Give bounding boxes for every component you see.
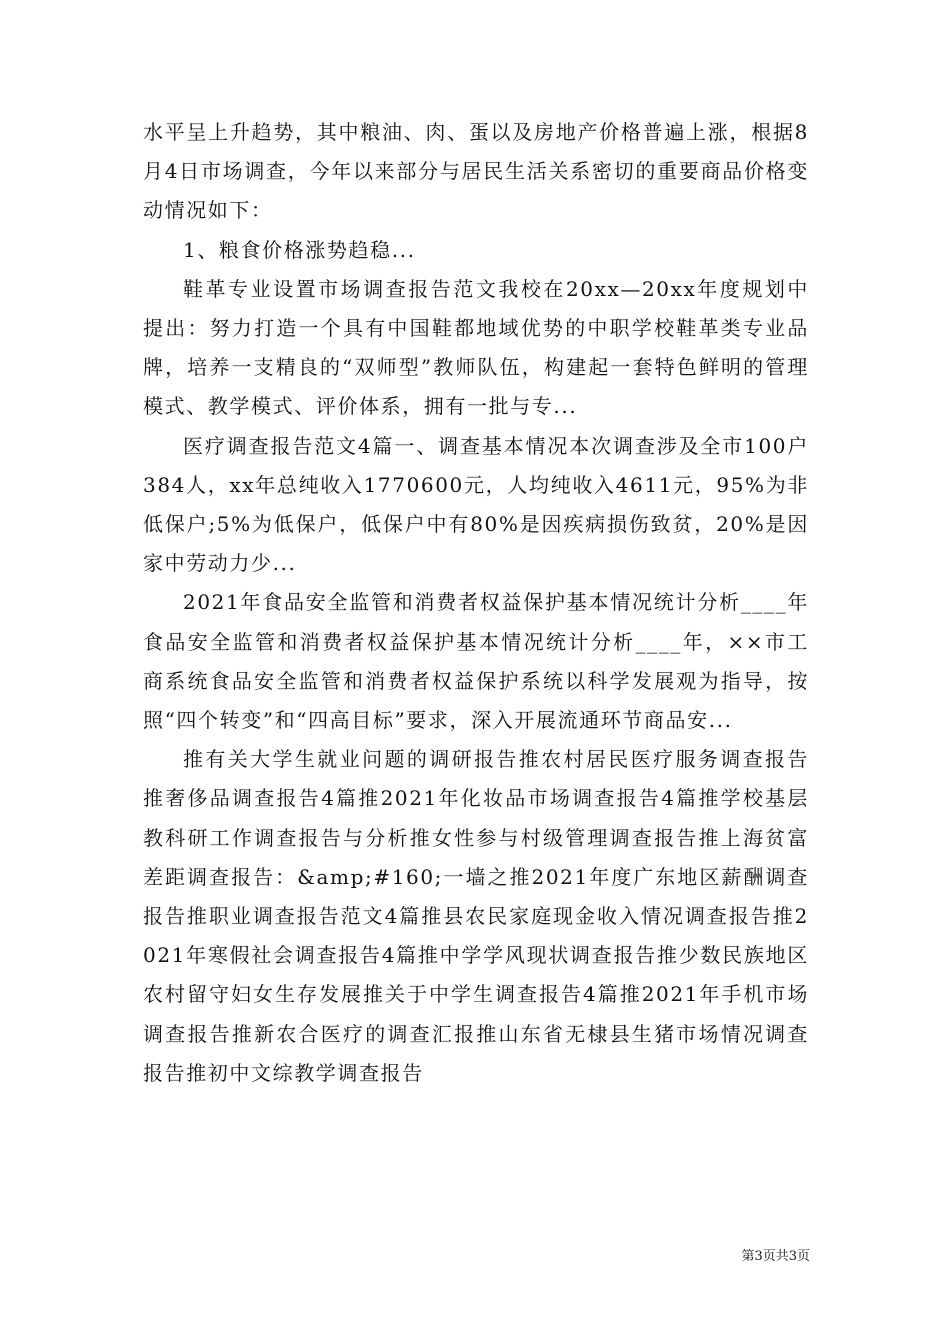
paragraph-price-trend: 水平呈上升趋势，其中粮油、肉、蛋以及房地产价格普遍上涨，根据8月4日市场调查，今年以来部分与居民生活关系密切的重要商品价格变动情况如下： bbox=[143, 120, 809, 223]
paragraph-food-safety: 2021年食品安全监管和消费者权益保护基本情况统计分析____年食品安全监管和消费者权益保护基本情况统计分析____年，××市工商系统食品安全监管和消费者权益保护系统以科学发展观为指导，按照“四个转变”和“四高目标”要求，深入开展流通环节商品安... bbox=[143, 590, 809, 733]
paragraph-shoe-leather-major: 鞋革专业设置市场调查报告范文我校在20xx—20xx年度规划中提出：努力打造一个具有中国鞋都地域优势的中职学校鞋革类专业品牌，培养一支精良的“双师型”教师队伍，构建起一套特色鲜明的管理模式、教学模式、评价体系，拥有一批与专... bbox=[143, 276, 809, 419]
page-number-footer: 第3页共3页 bbox=[741, 1249, 810, 1264]
paragraph-related-reports: 推有关大学生就业问题的调研报告推农村居民医疗服务调查报告推奢侈品调查报告4篇推2021年化妆品市场调查报告4篇推学校基层教科研工作调查报告与分析推女性参与村级管理调查报告推上海贫富差距调查报告：&amp;#160;一墙之推2021年度广东地区薪酬调查报告推职业调查报告范文4篇推县农民家庭现金收入情况调查报告推2021年寒假社会调查报告4篇推中学学风现状调查报告推少数民族地区农村留守妇女生存发展推关于中学生调查报告4篇推2021年手机市场调查报告推新农合医疗的调查汇报推山东省无棣县生猪市场情况调查报告推初中文综教学调查报告 bbox=[143, 747, 809, 1085]
document-body bbox=[143, 113, 809, 1093]
paragraph-grain-price: 1、粮食价格涨势趋稳... bbox=[183, 237, 416, 262]
paragraph-medical-survey: 医疗调查报告范文4篇一、调查基本情况本次调查涉及全市100户384人，xx年总纯收入1770600元，人均纯收入4611元，95%为非低保户;5%为低保户，低保户中有80%是因疾病损伤致贫，20%是因家中劳动力少... bbox=[143, 433, 809, 576]
